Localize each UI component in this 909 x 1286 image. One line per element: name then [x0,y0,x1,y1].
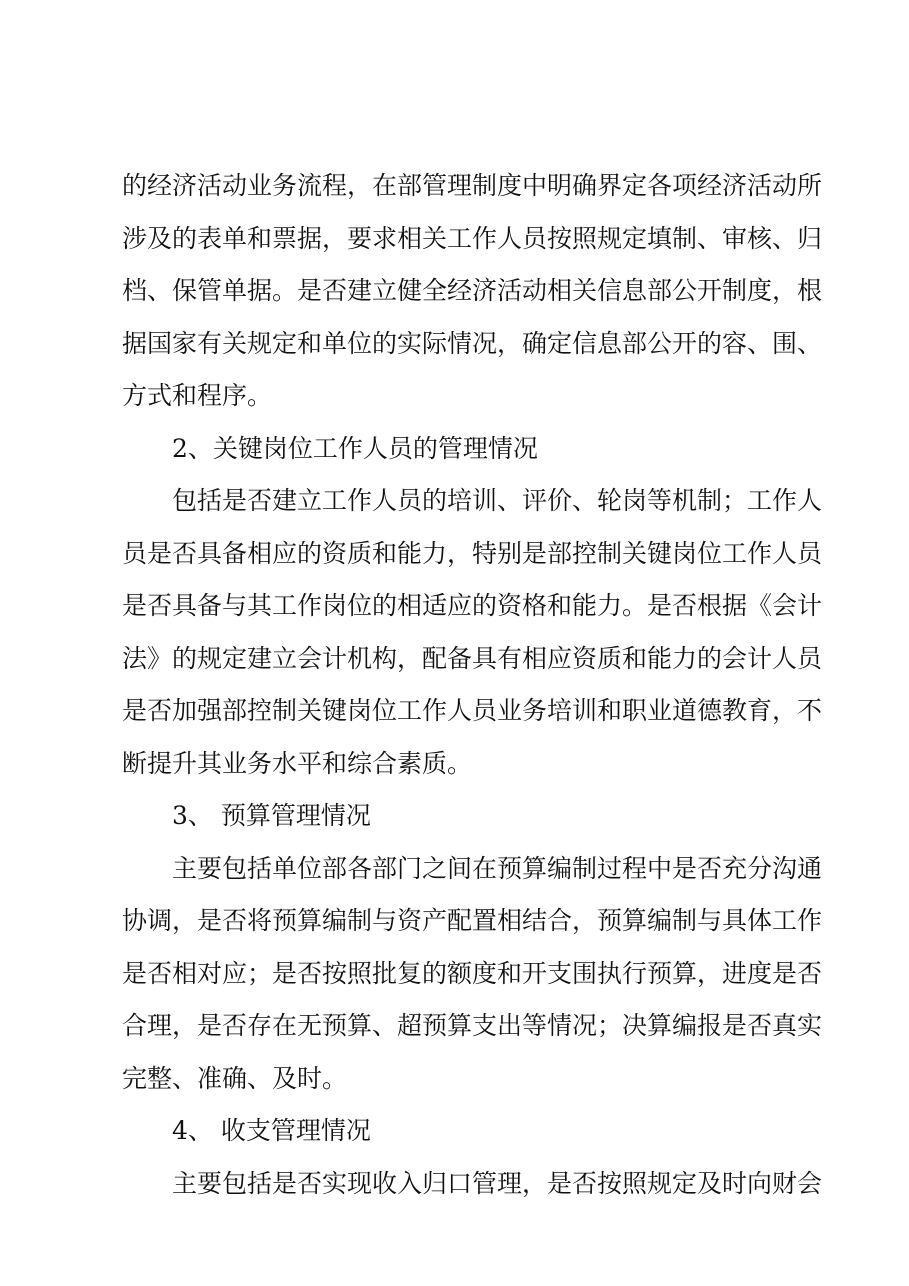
text-line: 完整、准确、及时。 [122,1063,348,1093]
section-heading-budget-management: 3、 预算管理情况 [172,801,371,830]
section-heading-revenue-expenditure: 4、 收支管理情况 [172,1116,371,1145]
text-line: 主要包括是否实现收入归口管理，是否按照规定及时向财会 [172,1168,823,1198]
text-line: 法》的规定建立会计机构，配备具有相应资质和能力的会计人员 [122,643,823,673]
text-line: 主要包括单位部各部门之间在预算编制过程中是否充分沟通 [172,853,823,883]
text-line: 涉及的表单和票据，要求相关工作人员按照规定填制、审核、归 [122,223,823,253]
text-line: 包括是否建立工作人员的培训、评价、轮岗等机制；工作人 [172,486,823,515]
text-line: 方式和程序。 [122,381,273,410]
text-line: 的经济活动业务流程，在部管理制度中明确界定各项经济活动所 [122,171,823,200]
text-line: 是否加强部控制关键岗位工作人员业务培训和职业道德教育，不 [122,696,823,725]
text-line: 协调，是否将预算编制与资产配置相结合，预算编制与具体工作 [122,906,823,935]
text-line: 是否具备与其工作岗位的相适应的资格和能力。是否根据《会计 [122,591,823,620]
paragraph-budget-management [122,843,823,1106]
text-line: 档、保管单据。是否建立健全经济活动相关信息部公开制度，根 [122,276,823,305]
paragraph-key-positions [122,475,823,790]
paragraph-economic-activity-process [122,160,823,423]
document-body [122,160,823,1210]
text-line: 是否相对应；是否按照批复的额度和开支围执行预算，进度是否 [122,958,823,988]
section-heading-key-positions: 2、关键岗位工作人员的管理情况 [172,433,538,463]
text-line: 员是否具备相应的资质和能力，特别是部控制关键岗位工作人员 [122,538,823,568]
paragraph-revenue-expenditure [122,1158,823,1211]
text-line: 合理，是否存在无预算、超预算支出等情况；决算编报是否真实 [122,1011,823,1040]
text-line: 断提升其业务水平和综合素质。 [122,748,473,778]
text-line: 据国家有关规定和单位的实际情况，确定信息部公开的容、围、 [122,328,823,358]
